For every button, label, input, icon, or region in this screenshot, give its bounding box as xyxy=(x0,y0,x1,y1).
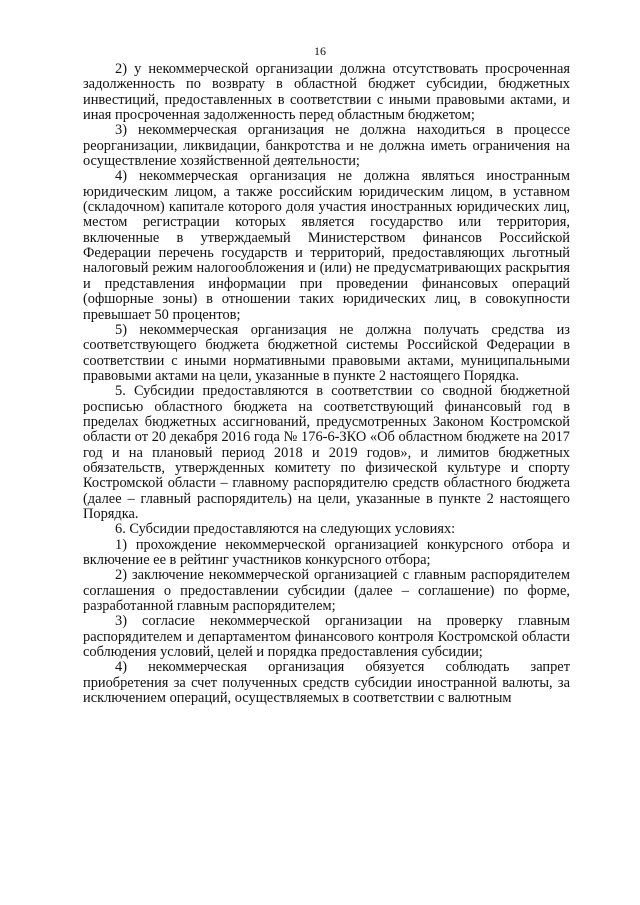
paragraph-item-2: 2) у некоммерческой организации должна отсутствовать просроченная задолженность по возврату в областной бюджет субсидии, бюджетных инвестиций, предоставленных в соответствии с иными правовыми актами, и иная просроченная задолженность перед областным бюджетом; xyxy=(83,61,570,124)
paragraph-condition-2: 2) заключение некоммерческой организацией с главным распорядителем соглашения о предоставлении субсидии (далее – соглашение) по форме, разработанной главным распорядителем; xyxy=(83,567,570,615)
paragraph-item-3: 3) некоммерческая организация не должна находиться в процессе реорганизации, ликвидации, банкротства и не должна иметь ограничения на осуществление хозяйственной деятельности; xyxy=(83,122,570,170)
page-number: 16 xyxy=(314,44,326,58)
paragraph-section-5: 5. Субсидии предоставляются в соответствии со сводной бюджетной росписью областного бюджета на соответствующий финансовый год в пределах бюджетных ассигнований, предусмотренных Законом Костромской области от 20 декабря 2016 года № 176-6-ЗКО «Об областном бюджете на 2017 год и на плановый период 2018 и 2019 годов», и лимитов бюджетных обязательств, утвержденных комитету по физической культуре и спорту Костромской области – главному распорядителю средств областного бюджета (далее – главный распорядитель) на цели, указанные в пункте 2 настоящего Порядка. xyxy=(83,383,570,522)
paragraph-item-4: 4) некоммерческая организация не должна являться иностранным юридическим лицом, а также российским юридическим лицом, в уставном (складочном) капитале которого доля участия иностранных юридических лиц, местом регистрации которых является государство или территория, включенные в утверждаемый Министерством финансов Российской Федерации перечень государств и территорий, предоставляющих льготный налоговый режим налогообложения и (или) не предусматривающих раскрытия и представления информации при проведении финансовых операций (офшорные зоны) в отношении таких юридических лиц, в совокупности превышает 50 процентов; xyxy=(83,168,570,323)
paragraph-condition-1: 1) прохождение некоммерческой организацией конкурсного отбора и включение ее в рейтинг участников конкурсного отбора; xyxy=(83,536,570,568)
document-body xyxy=(83,62,570,706)
paragraph-condition-3: 3) согласие некоммерческой организации на проверку главным распорядителем и департаментом финансового контроля Костромской области соблюдения условий, целей и порядка предоставления субсидии; xyxy=(83,613,570,661)
paragraph-item-5: 5) некоммерческая организация не должна получать средства из соответствующего бюджета бюджетной системы Российской Федерации в соответствии с иными нормативными правовыми актами, муниципальными правовыми актами на цели, указанные в пункте 2 настоящего Порядка. xyxy=(83,321,570,384)
paragraph-section-6: 6. Субсидии предоставляются на следующих условиях: xyxy=(115,521,456,538)
paragraph-condition-4: 4) некоммерческая организация обязуется соблюдать запрет приобретения за счет полученных средств субсидии иностранной валюты, за исключением операций, осуществляемых в соответствии с валютным xyxy=(83,659,570,707)
